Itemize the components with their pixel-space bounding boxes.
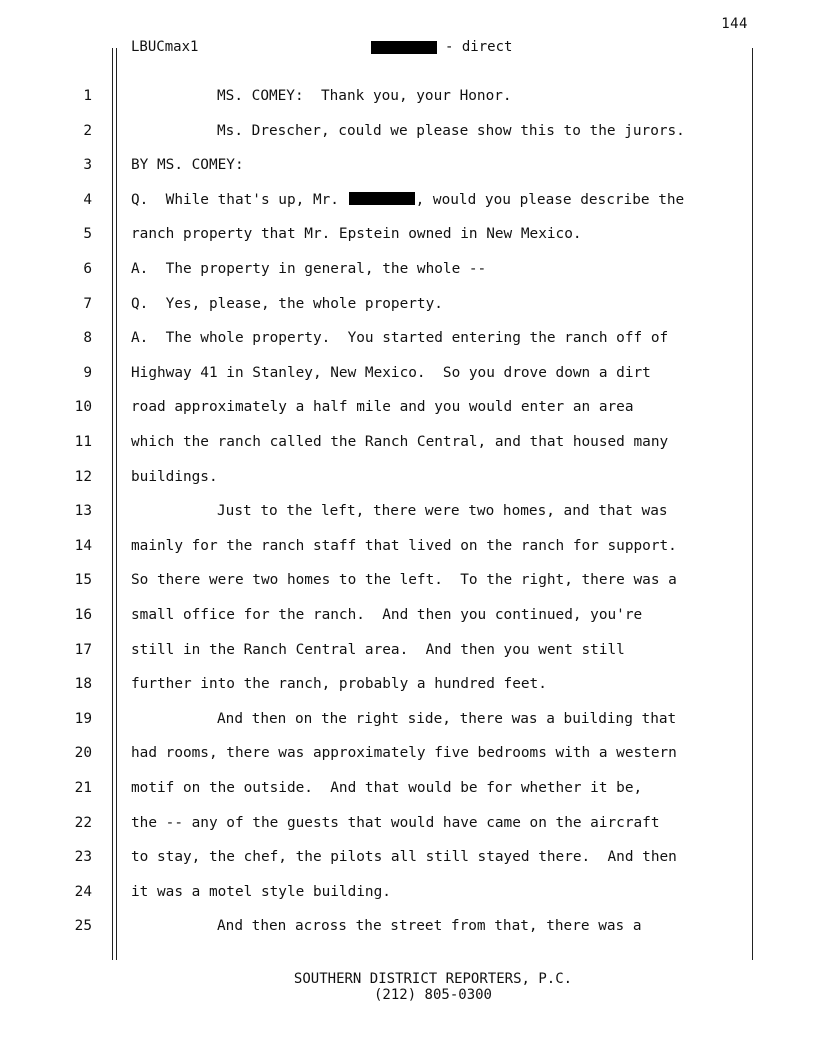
line-text-segment: Q. While that's up, Mr. [131,191,339,208]
transcript-line [0,190,816,210]
line-text-segment: the -- any of the guests that would have came on the aircraft [131,814,660,831]
redaction-bar [349,192,415,205]
line-text [131,605,642,625]
line-text-segment: ranch property that Mr. Epstein owned in New Mexico. [131,226,582,243]
transcript-line [0,224,816,244]
line-text-segment: further into the ranch, probably a hundred feet. [131,676,547,693]
line-text [217,709,676,729]
line-text-segment: motif on the outside. And that would be for whether it be, [131,780,643,796]
line-text-segment: Highway 41 in Stanley, New Mexico. So you drove down a dirt [131,364,651,381]
line-number: 15 [74,572,92,589]
redaction-bar [371,41,437,54]
footer-reporter-phone: (212) 805-0300 [373,987,492,1003]
line-number: 10 [74,399,92,416]
line-text [131,294,443,314]
line-text [131,467,218,487]
line-number: 8 [83,330,92,347]
line-text [131,397,634,417]
line-text-segment: which the ranch called the Ranch Central, and that housed many [131,434,669,450]
line-text [217,121,685,141]
line-text [131,570,677,590]
line-number: 18 [74,676,92,693]
line-text-segment: buildings. [131,468,218,485]
transcript-line [0,847,816,867]
transcript-line [0,605,816,625]
transcript-line [0,743,816,763]
line-number: 21 [74,780,92,796]
transcript-line [0,640,816,660]
line-number: 9 [83,364,92,381]
line-number: 23 [74,849,92,866]
line-text [131,328,668,348]
line-text [131,363,651,383]
line-text [131,536,677,556]
line-text [217,86,512,106]
transcript-line [0,882,816,902]
line-text-segment: Just to the left, there were two homes, and that was [217,503,668,520]
transcript-line [0,570,816,590]
line-text-segment: Q. Yes, please, the whole property. [131,295,443,312]
line-number: 24 [74,883,92,900]
line-text-segment: So there were two homes to the left. To the right, there was a [131,572,677,589]
line-number: 1 [83,88,92,104]
line-number: 25 [74,918,92,935]
line-text-segment: And then on the right side, there was a building that [217,710,677,727]
transcript-line [0,916,816,936]
line-text-segment: still in the Ranch Central area. And then you went still [131,641,625,658]
transcript-line [0,813,816,833]
line-number: 17 [74,641,92,658]
transcript-line [0,121,816,141]
line-text [131,224,582,244]
line-text [131,190,684,210]
line-text-segment: had rooms, there was approximately five bedrooms with a western [131,745,677,762]
transcript-line [0,259,816,279]
transcript-line [0,86,816,106]
transcript-line [0,536,816,556]
line-text-segment: A. The whole property. You started entering the ranch off of [131,330,669,347]
transcript-line [0,363,816,383]
line-text [131,674,547,694]
line-number: 4 [83,191,92,208]
header-section [371,39,512,55]
line-number: 22 [74,814,92,831]
transcript-line [0,467,816,487]
line-number: 3 [83,157,92,174]
transcript-line [0,294,816,314]
line-text-segment: , would you please describe the [415,191,685,208]
line-text [131,743,677,763]
transcript-line [0,397,816,417]
line-number: 7 [83,295,92,312]
line-text [217,916,642,936]
line-text [217,501,668,521]
line-text-segment: to stay, the chef, the pilots all still stayed there. And then [131,849,677,866]
line-number: 16 [74,607,92,623]
transcript-line [0,674,816,694]
line-text [131,432,668,452]
line-text-segment: MS. COMEY: Thank you, your Honor. [217,88,512,104]
line-number: 13 [74,503,92,520]
line-text [131,155,244,175]
line-text [131,259,486,279]
line-number: 14 [74,537,92,554]
line-text-segment: A. The property in general, the whole -- [131,261,487,277]
transcript-line [0,328,816,348]
line-text [131,813,660,833]
line-number: 6 [83,261,92,277]
header-case-id: LBUCmax1 [131,39,199,55]
line-number: 20 [74,745,92,762]
transcript-line [0,709,816,729]
line-text-segment: small office for the ranch. And then you continued, you're [131,607,643,623]
line-text-segment: road approximately a half mile and you would enter an area [131,399,634,416]
header-section-label: - direct [445,39,513,55]
line-number: 12 [74,468,92,485]
transcript-line [0,432,816,452]
line-text-segment: it was a motel style building. [131,883,391,900]
line-text [131,778,642,798]
line-number: 19 [74,710,92,727]
line-text-segment: mainly for the ranch staff that lived on the ranch for support. [131,537,677,554]
footer-reporter-name: SOUTHERN DISTRICT REPORTERS, P.C. [293,971,573,987]
transcript-line [0,778,816,798]
line-text-segment: BY MS. COMEY: [131,157,244,174]
line-text [131,882,391,902]
page-number: 144 [721,16,748,32]
line-number: 5 [83,226,92,243]
line-text-segment: And then across the street from that, there was a [217,918,642,935]
line-text-segment: Ms. Drescher, could we please show this to the jurors. [217,122,685,139]
transcript-line [0,155,816,175]
line-text [131,640,625,660]
line-number: 2 [83,122,92,139]
transcript-line [0,501,816,521]
line-text [131,847,677,867]
line-number: 11 [74,434,92,450]
